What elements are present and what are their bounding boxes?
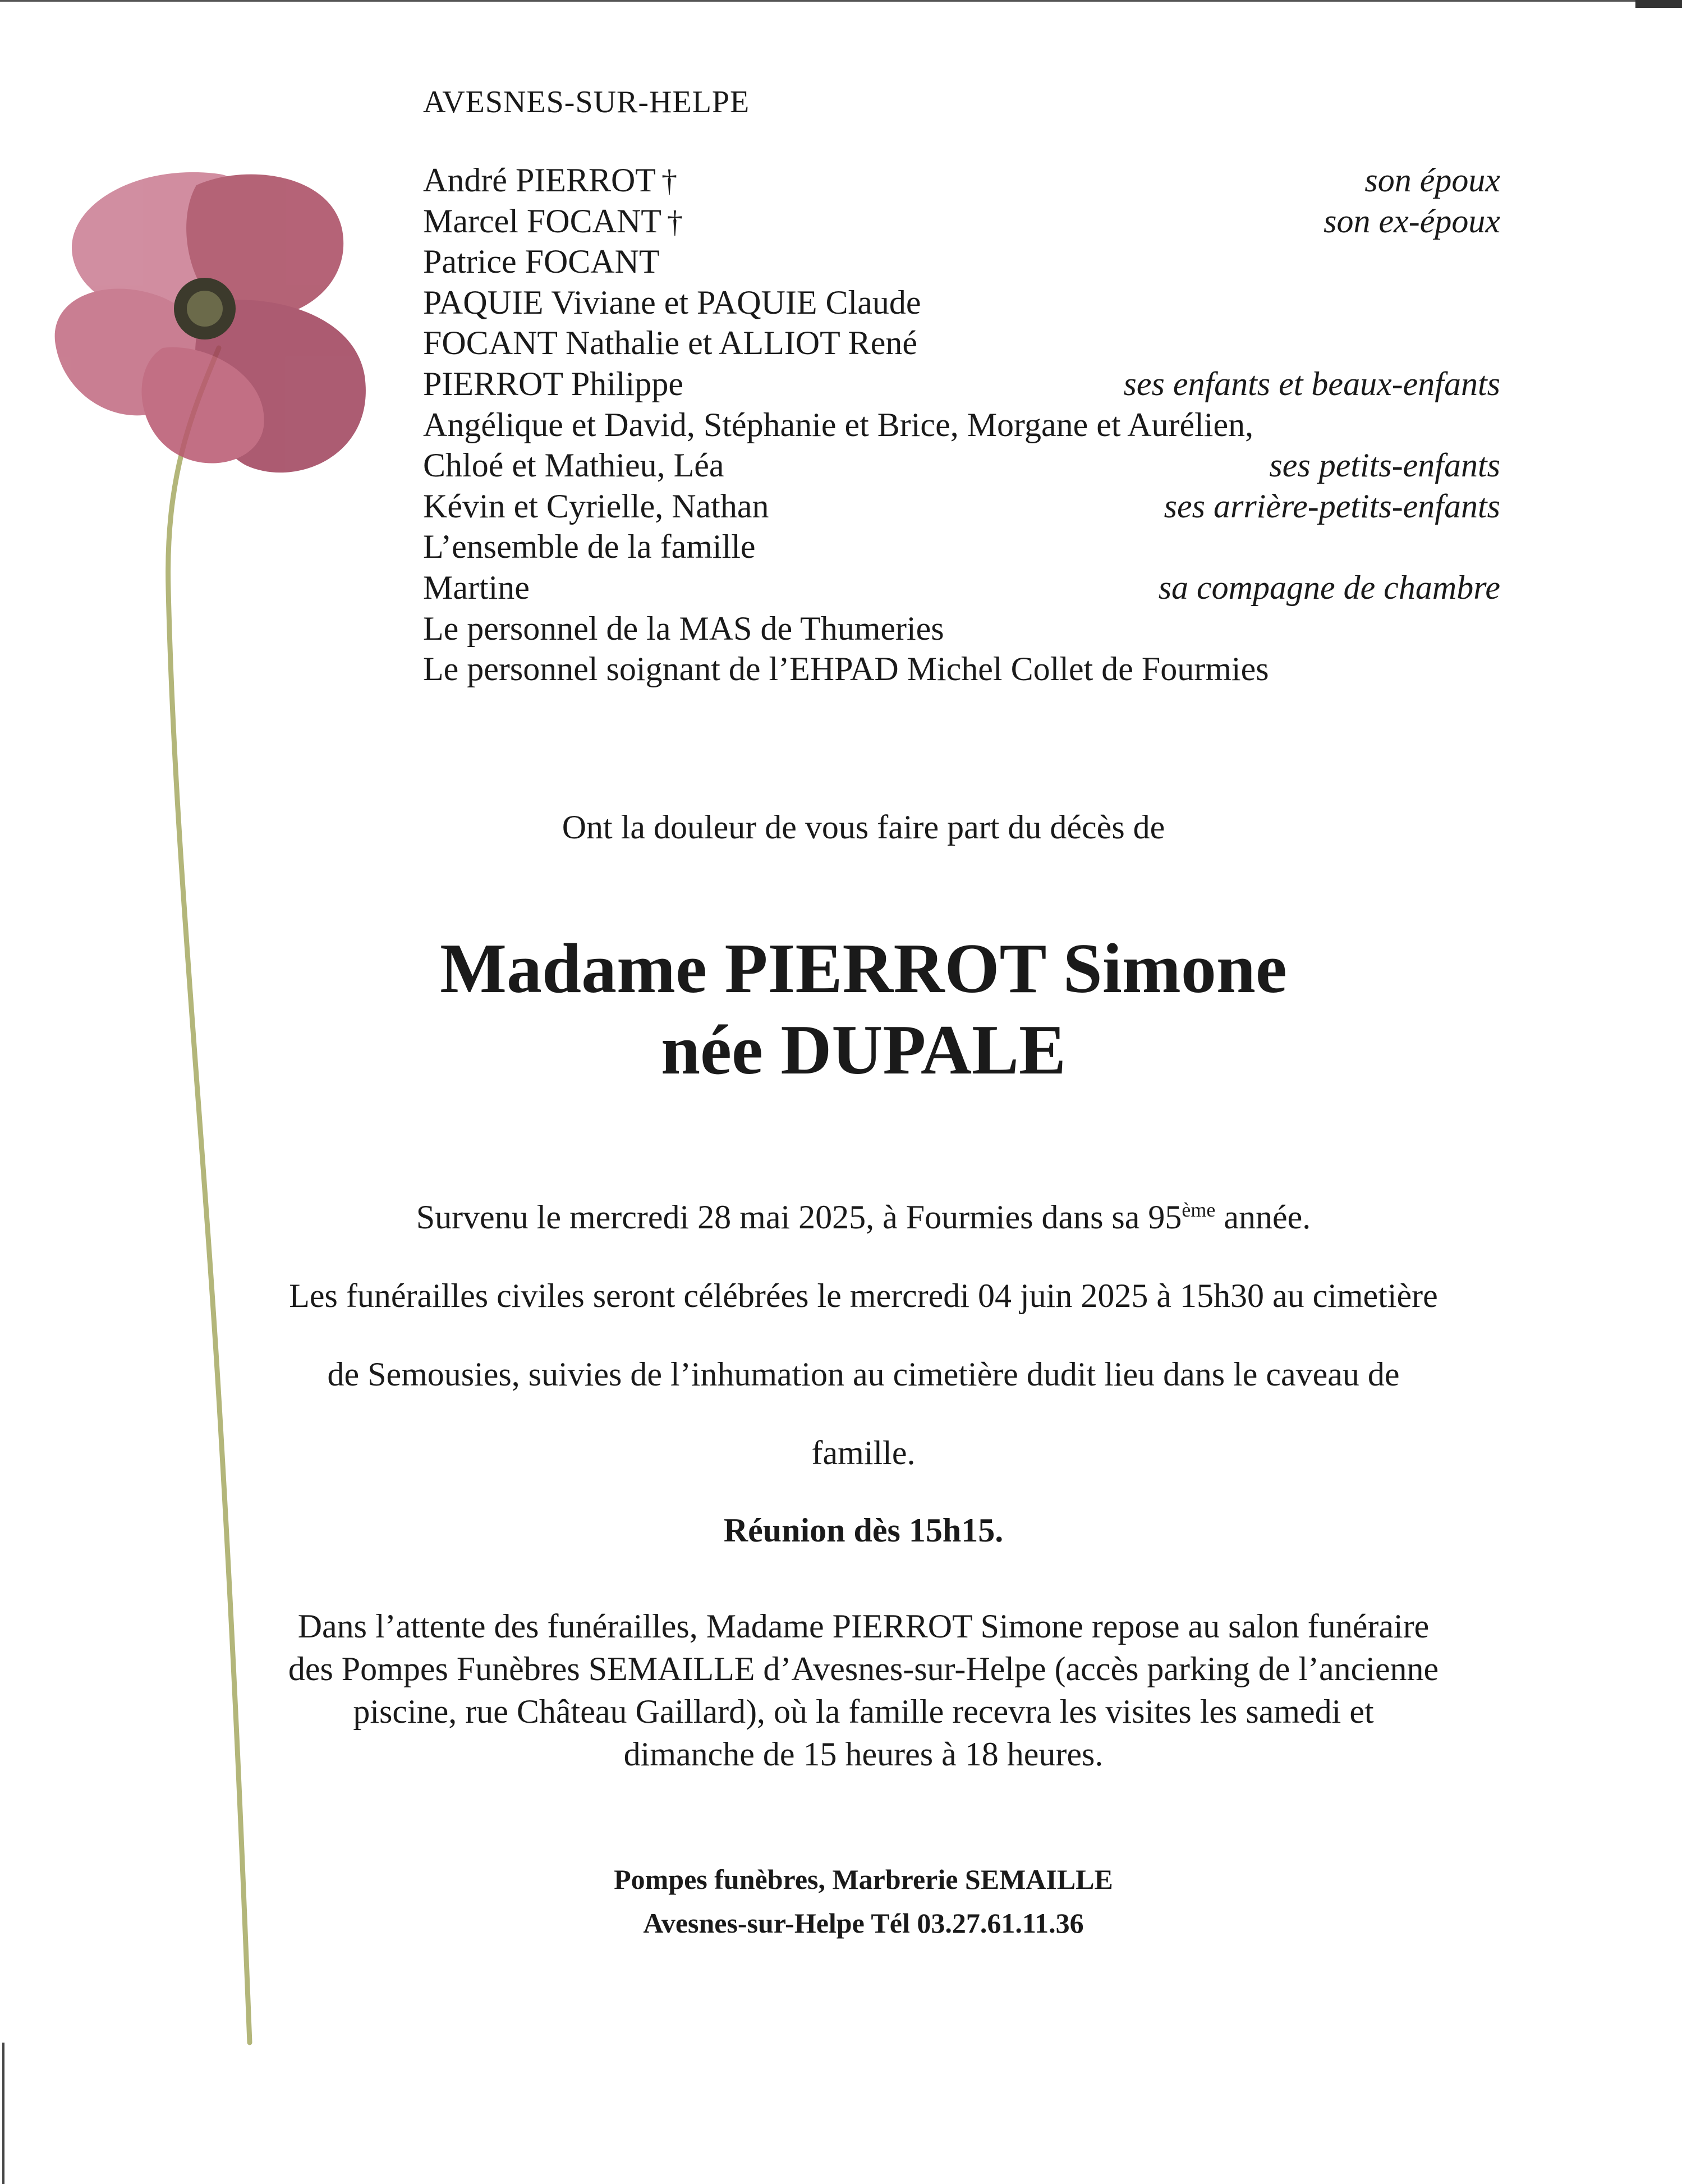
family-member-text: Patrice FOCANT	[423, 243, 660, 281]
announcement-intro: Ont la douleur de vous faire part du décès de	[562, 809, 1165, 846]
family-member-name	[423, 649, 1269, 690]
family-relation: ses petits-enfants	[1269, 447, 1500, 484]
family-row	[423, 364, 1500, 405]
family-member-name	[423, 526, 756, 567]
poppy-stem	[168, 348, 250, 2043]
family-member-text: PAQUIE Viviane et PAQUIE Claude	[423, 283, 921, 321]
family-member-text: Le personnel soignant de l’EHPAD Michel Collet de Fourmies	[423, 650, 1269, 688]
family-row	[423, 649, 1500, 690]
funeral-home-name: Pompes funèbres, Marbrerie SEMAILLE	[614, 1864, 1113, 1895]
family-member-text: FOCANT Nathalie et ALLIOT René	[423, 324, 917, 362]
visitation-line-2: des Pompes Funèbres SEMAILLE d’Avesnes-sur-Helpe (accès parking de l’ancienne	[288, 1650, 1439, 1687]
family-row	[423, 160, 1500, 201]
visitation-paragraph	[0, 1605, 1682, 1775]
funeral-line-3: famille.	[811, 1434, 916, 1471]
visitation-line-1: Dans l’attente des funérailles, Madame PIERROT Simone repose au salon funéraire	[297, 1608, 1430, 1645]
scan-edge-top	[0, 0, 1638, 2]
family-member-name	[423, 282, 921, 323]
deceased-maiden-name: née DUPALE	[660, 1011, 1067, 1089]
family-row	[423, 486, 1500, 527]
family-member-name	[423, 160, 677, 202]
death-notice-end: année.	[1215, 1199, 1311, 1236]
family-row	[423, 282, 1500, 323]
reunion-time: Réunion dès 15h15.	[723, 1512, 1004, 1549]
death-notice-text: Survenu le mercredi 28 mai 2025, à Fourmies dans sa 95	[416, 1199, 1182, 1236]
ordinal-suffix: ème	[1182, 1199, 1216, 1221]
family-row	[423, 526, 1500, 567]
family-member-text: André PIERROT	[423, 162, 656, 199]
family-relation: son époux	[1364, 162, 1500, 199]
family-member-name	[423, 323, 917, 364]
deceased-name: Madame PIERROT Simone	[440, 930, 1287, 1008]
funeral-home-footer	[0, 1857, 1682, 1945]
family-relation: son ex-époux	[1323, 202, 1500, 240]
family-row	[423, 323, 1500, 364]
family-member-text: L’ensemble de la famille	[423, 528, 756, 566]
death-notice-line	[0, 1198, 1682, 1237]
visitation-line-4: dimanche de 15 heures à 18 heures.	[623, 1736, 1104, 1773]
family-relation: ses enfants et beaux-enfants	[1123, 365, 1500, 402]
family-member-name	[423, 486, 769, 527]
family-relation: ses arrière-petits-enfants	[1164, 487, 1500, 525]
family-row	[423, 201, 1500, 242]
scan-edge-left	[2, 2043, 4, 2184]
family-member-text: PIERROT Philippe	[423, 365, 683, 402]
family-member-name	[423, 445, 724, 486]
funeral-line-1: Les funérailles civiles seront célébrées le mercredi 04 juin 2025 à 15h30 au cimetière	[289, 1277, 1438, 1314]
family-row	[423, 241, 1500, 282]
city-heading: AVESNES-SUR-HELPE	[423, 85, 750, 120]
family-member-name	[423, 364, 683, 405]
family-member-name	[423, 405, 1253, 446]
family-member-text: Kévin et Cyrielle, Nathan	[423, 487, 769, 525]
funeral-home-contact: Avesnes-sur-Helpe Tél 03.27.61.11.36	[643, 1907, 1084, 1939]
family-member-name	[423, 567, 530, 608]
visitation-line-3: piscine, rue Château Gaillard), où la famille recevra les visites les samedi et	[353, 1693, 1374, 1730]
family-member-text: Angélique et David, Stéphanie et Brice, Morgane et Aurélien,	[423, 406, 1254, 443]
family-member-name	[423, 608, 944, 649]
family-member-text: Marcel FOCANT	[423, 202, 661, 240]
family-member-name	[423, 201, 683, 243]
family-list	[423, 160, 1500, 690]
family-row	[423, 608, 1500, 649]
deceased-cross-icon: †	[667, 204, 683, 240]
family-member-text: Le personnel de la MAS de Thumeries	[423, 609, 944, 647]
family-row	[423, 567, 1500, 608]
scan-edge-right	[1635, 0, 1682, 8]
family-row	[423, 445, 1500, 486]
family-member-text: Martine	[423, 568, 530, 606]
funeral-line-2: de Semousies, suivies de l’inhumation au cimetière dudit lieu dans le caveau de	[327, 1356, 1400, 1393]
family-member-name	[423, 241, 660, 282]
family-member-text: Chloé et Mathieu, Léa	[423, 447, 724, 484]
family-relation: sa compagne de chambre	[1158, 568, 1500, 606]
deceased-cross-icon: †	[661, 164, 677, 199]
family-row	[423, 405, 1500, 446]
